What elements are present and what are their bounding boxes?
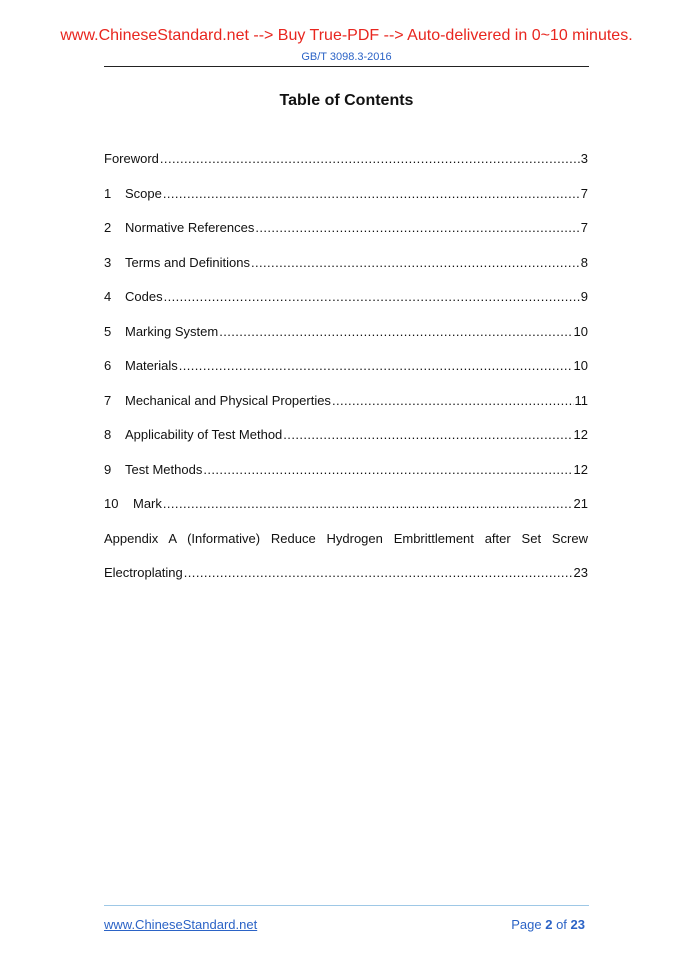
dot-leader [179,357,573,374]
document-code: GB/T 3098.3-2016 [301,51,392,63]
page-total: 23 [570,917,585,932]
header-divider [104,66,589,67]
toc-entry-number: 7 [104,392,112,408]
toc-entry-scope[interactable] [104,185,588,220]
dot-leader [184,564,573,581]
toc-entry-test-methods[interactable] [104,461,588,496]
toc-entry-applicability-of-test-method[interactable] [104,426,588,461]
toc-entry-page: 3 [580,151,588,166]
toc-entry-label: Marking System [125,323,219,339]
dot-leader [251,254,580,271]
dot-leader [163,495,573,512]
page-current: 2 [545,917,553,932]
dot-leader [163,185,580,202]
toc-entry-number: 5 [104,323,112,339]
toc-entry-number: 2 [104,220,112,235]
toc-entry-label: Terms and Definitions [125,254,250,270]
toc-entry-label: Mechanical and Physical Properties [125,392,331,408]
toc-entry-label: Materials [125,358,178,373]
toc-entry-label: Appendix A (Informative) Reduce Hydrogen Embrittlement after Set Screw [104,530,588,546]
footer-divider [104,905,589,906]
dot-leader [203,461,572,478]
toc-entry-codes[interactable] [104,288,588,323]
toc-entry-page: 10 [573,323,588,339]
dot-leader [219,323,572,340]
toc-entry-page: 7 [580,220,588,235]
toc-entry-page: 9 [580,289,588,304]
footer-website-link[interactable]: www.ChineseStandard.net [104,917,258,932]
toc-entry-materials[interactable] [104,357,588,392]
toc-entry-number: 1 [104,185,112,201]
toc-entry-page: 21 [573,496,588,511]
toc-entry-label: Electroplating [104,565,183,580]
toc-entry-number: 6 [104,358,112,373]
toc-entry-number: 3 [104,254,112,270]
toc-entry-label: Normative References [125,220,255,235]
toc-entry-page: 8 [580,254,588,270]
toc-list [104,150,588,599]
toc-entry-page: 11 [574,392,588,408]
dot-leader [255,219,579,236]
toc-entry-label: Mark [133,496,162,511]
page-number [511,917,585,932]
promo-banner[interactable]: www.ChineseStandard.net --> Buy True-PDF --> Auto-delivered in 0~10 minutes. [60,27,633,44]
toc-entry-page: 7 [580,185,588,201]
toc-entry-label: Test Methods [125,461,203,477]
toc-entry-marking-system[interactable] [104,323,588,358]
toc-entry-mark[interactable] [104,495,588,530]
toc-entry-page: 12 [573,427,588,442]
page-prefix: Page [511,917,542,932]
dot-leader [160,150,580,167]
dot-leader [332,392,574,409]
toc-entry-appendix-a[interactable] [104,530,588,565]
toc-entry-number: 4 [104,289,112,304]
toc-entry-label: Scope [125,185,162,201]
toc-title: Table of Contents [279,92,414,109]
toc-entry-terms-and-definitions[interactable] [104,254,588,289]
page-of: of [556,917,567,932]
toc-entry-label: Applicability of Test Method [125,427,283,442]
toc-entry-label: Foreword [104,151,159,166]
toc-entry-page: 12 [573,461,588,477]
toc-entry-normative-references[interactable] [104,219,588,254]
dot-leader [164,288,580,305]
toc-entry-foreword[interactable] [104,150,588,185]
toc-entry-label: Codes [125,289,163,304]
toc-entry-number: 8 [104,427,112,442]
toc-entry-number: 9 [104,461,112,477]
toc-entry-mechanical-physical-properties[interactable] [104,392,588,427]
toc-entry-appendix-a-continued[interactable] [104,564,588,599]
toc-entry-number: 10 [104,496,119,511]
dot-leader [283,426,572,443]
toc-entry-page: 23 [573,565,588,580]
toc-entry-page: 10 [573,358,588,373]
